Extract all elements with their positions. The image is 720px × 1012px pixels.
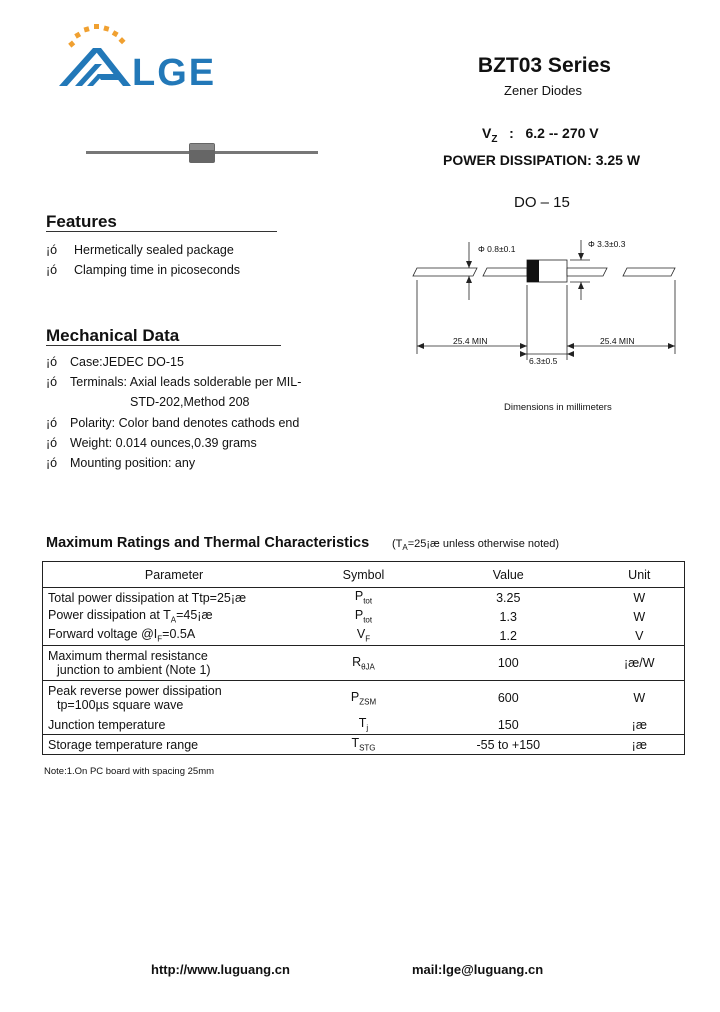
param-cell: Forward voltage $@I_F=0.5A$ (48, 627, 196, 644)
features-title: Features (46, 212, 117, 231)
table-row (43, 588, 685, 608)
lead-diameter-label: Φ 0.8±0.1 (478, 244, 516, 254)
table-row (43, 715, 685, 735)
power-dissipation: POWER DISSIPATION: 3.25 W (443, 152, 641, 168)
subtitle: Zener Diodes (504, 83, 583, 98)
header-value: Value (422, 562, 595, 588)
mechanical-underline (46, 345, 281, 346)
ratings-condition-note: ($T_A=25¡æ$ unless otherwise noted) (392, 538, 560, 553)
symbol-cell: $P_{tot}$ (354, 589, 373, 606)
value-cell: 1.2 (499, 628, 517, 643)
header-symbol: Symbol (305, 562, 422, 588)
table-row (43, 646, 685, 681)
lead-length-right-label: 25.4 MIN (600, 336, 635, 346)
unit-cell: V (635, 628, 644, 643)
value-cell: 100 (422, 646, 595, 681)
bullet-icon: ¡ó (46, 355, 58, 369)
series-title: BZT03 Series (477, 54, 611, 77)
value-cell: 1.3 (499, 609, 517, 624)
body-length-label: 6.3±0.5 (529, 356, 558, 366)
symbol-cell: $P_{ZSM}$ (305, 681, 422, 716)
body-diameter-label: Φ 3.3±0.3 (588, 239, 626, 249)
param-cell: Maximum thermal resistance junction to ambient (Note 1) (43, 646, 306, 681)
symbol-cell: $R_{\theta JA}$ (305, 646, 422, 681)
table-row (43, 681, 685, 716)
bullet-icon: ¡ó (46, 243, 58, 257)
mechanical-item: Weight: 0.014 ounces,0.39 grams (70, 436, 257, 450)
value-cell: 3.25 (496, 590, 521, 605)
unit-cell: W (633, 609, 646, 624)
value-cell: 600 (422, 681, 595, 716)
table-row (43, 735, 685, 755)
table-row (43, 626, 685, 646)
logo-text: LGE (132, 52, 217, 94)
ratings-table (42, 561, 685, 755)
param-cell: Junction temperature (48, 717, 166, 732)
feature-item: Clamping time in picoseconds (74, 263, 241, 277)
diode-image (86, 140, 320, 168)
do15-dimension-drawing (405, 230, 695, 420)
unit-cell: ¡æ (631, 717, 647, 732)
lead-length-left-label: 25.4 MIN (453, 336, 488, 346)
param-cell: Peak reverse power dissipation tp=100µs square wave (43, 681, 306, 716)
vz-spec: $V_Z$ : 6.2 -- 270 V (482, 125, 599, 145)
feature-item: Hermetically sealed package (74, 243, 234, 257)
symbol-cell: $T_{STG}$ (305, 735, 422, 755)
mechanical-item: Case:JEDEC DO-15 (70, 355, 184, 369)
unit-cell: W (633, 590, 646, 605)
symbol-cell: $P_{tot}$ (354, 608, 373, 625)
unit-cell: ¡æ (595, 735, 685, 755)
mechanical-title: Mechanical Data (46, 326, 180, 345)
mechanical-item: Polarity: Color band denotes cathods end (70, 416, 300, 430)
bullet-icon: ¡ó (46, 416, 58, 430)
param-cell: Total power dissipation at Ttp=25¡æ (48, 590, 247, 605)
header-parameter: Parameter (43, 562, 306, 588)
email-link[interactable]: mail:lge@luguang.cn (412, 962, 544, 977)
ratings-title: Maximum Ratings and Thermal Characteristics (46, 535, 370, 551)
table-row (43, 607, 685, 626)
unit-cell: W (595, 681, 685, 716)
bullet-icon: ¡ó (46, 375, 58, 389)
value-cell: 150 (497, 717, 519, 732)
mechanical-item: Terminals: Axial leads solderable per MIL- (70, 375, 302, 389)
header-unit: Unit (595, 562, 685, 588)
table-note: Note:1.On PC board with spacing 25mm (44, 766, 215, 777)
package-name: DO – 15 (514, 194, 570, 211)
symbol-cell: $T_j$ (358, 716, 369, 733)
lge-logo-icon (55, 20, 135, 92)
website-link[interactable]: http://www.luguang.cn (151, 962, 290, 977)
mechanical-item: Mounting position: any (70, 456, 196, 470)
value-cell: -55 to +150 (422, 735, 595, 755)
bullet-icon: ¡ó (46, 456, 58, 470)
mechanical-item-cont: STD-202,Method 208 (130, 395, 250, 409)
features-underline (46, 231, 277, 232)
dimension-caption: Dimensions in millimeters (504, 402, 612, 413)
param-cell: Storage temperature range (43, 735, 306, 755)
bullet-icon: ¡ó (46, 263, 58, 277)
unit-cell: ¡æ/W (595, 646, 685, 681)
symbol-cell: $V_F$ (356, 627, 371, 644)
table-header-row (43, 562, 685, 588)
param-cell: Power dissipation at $T_A=45¡æ$ (48, 608, 213, 625)
bullet-icon: ¡ó (46, 436, 58, 450)
